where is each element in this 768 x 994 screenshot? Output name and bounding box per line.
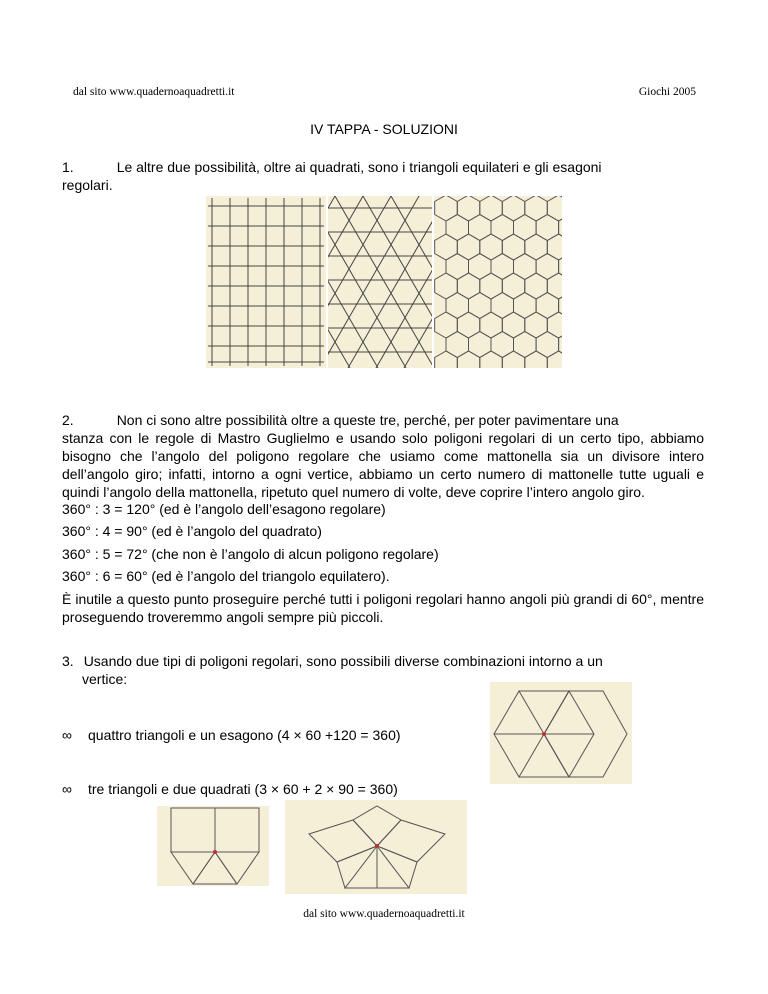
equation-5: 360° : 5 = 72° (che non è l’angolo di alcun poligono regolare) <box>62 546 439 562</box>
hexagon-cell <box>469 254 492 280</box>
hexagon-cell <box>457 351 480 368</box>
hexagon-cell <box>547 312 562 338</box>
square-tiling-figure <box>206 196 326 368</box>
section-3-number: 3. <box>62 653 74 669</box>
hexagon-cell <box>457 273 480 299</box>
hexagon-cell <box>559 215 562 241</box>
hexagon-cell <box>435 234 458 260</box>
section-2 <box>62 411 704 501</box>
triangle-tiling-figure <box>328 196 432 368</box>
hexagon-cell <box>525 196 548 221</box>
hexagon-cell <box>559 293 562 319</box>
hexagon-cell <box>491 215 514 241</box>
hexagon-cell <box>536 254 559 280</box>
hexagon-cell <box>435 196 458 221</box>
equation-6: 360° : 6 = 60° (ed è l’angolo del triangolo equilatero). <box>62 568 390 584</box>
hexagon-cell <box>536 215 559 241</box>
section-2-conclusion: È inutile a questo punto proseguire perché tutti i poligoni regolari hanno angoli più grandi di 60°, mentre proseguendo troveremmo angoli sempre più piccoli. <box>62 591 704 625</box>
vertex-dot-icon <box>542 732 546 736</box>
hexagon-cell <box>435 351 458 368</box>
hexagon-cell <box>525 234 548 260</box>
section-1-number: 1. <box>62 159 74 175</box>
triangles-squares-svg-b <box>285 800 467 894</box>
section-1-line2: regolari. <box>62 177 113 193</box>
hexagon-cell <box>559 332 562 358</box>
vertex-dot-icon <box>213 850 217 854</box>
section-1 <box>62 158 704 194</box>
hexagon-cell <box>491 293 514 319</box>
hexagon-cell <box>547 196 562 221</box>
hexagon-cell <box>446 293 469 319</box>
hexagon-cell <box>525 351 548 368</box>
hexagon-cell <box>514 332 537 358</box>
header-left: dal sito www.quadernoaquadretti.it <box>73 86 235 98</box>
hexagon-cell <box>480 312 503 338</box>
section-3-line2: vertice: <box>82 671 128 687</box>
bullet-1-text: quattro triangoli e un esagono (4 × 60 +120 = 360) <box>88 727 401 743</box>
section-2-line1: Non ci sono altre possibilità oltre a queste tre, perché, per poter pavimentare una <box>116 412 619 428</box>
hexagon-cell <box>435 312 458 338</box>
bullet-2-text: tre triangoli e due quadrati (3 × 60 + 2 × 90 = 360) <box>88 781 398 797</box>
section-3-line1: Usando due tipi di poligoni regolari, sono possibili diverse combinazioni intorno a un <box>83 653 603 669</box>
square-tiling-svg <box>206 196 326 368</box>
hexagon-cell <box>502 196 525 221</box>
vertex-dot-icon <box>375 844 379 848</box>
hexagon-cell <box>514 215 537 241</box>
hexagon-cell <box>502 351 525 368</box>
hexagon-cell <box>525 312 548 338</box>
hexagon-cell <box>536 332 559 358</box>
hexagon-cell <box>525 273 548 299</box>
hexagon-cell <box>514 293 537 319</box>
hexagon-cell <box>469 332 492 358</box>
hexagon-cell <box>469 215 492 241</box>
hexagon-cell <box>547 234 562 260</box>
hexagon-cell <box>502 273 525 299</box>
hexagon-cell <box>480 196 503 221</box>
hexagon-tiling-figure <box>434 196 562 368</box>
hexagon-cell <box>457 312 480 338</box>
hexagon-tiling-svg <box>434 196 562 368</box>
hexagon-cell <box>480 273 503 299</box>
hexagon-cell <box>547 351 562 368</box>
hexagon-cell <box>514 254 537 280</box>
hexagon-cell <box>469 293 492 319</box>
hexagon-cell <box>435 273 458 299</box>
header-right: Giochi 2005 <box>638 86 696 98</box>
infinity-bullet-icon: ∞ <box>62 781 72 797</box>
hexagon-cell <box>491 332 514 358</box>
hexagon-cell <box>446 332 469 358</box>
hexagon-cell <box>446 215 469 241</box>
triangles-squares-figure-a <box>157 806 269 886</box>
triangles-squares-svg-a <box>157 806 269 886</box>
hexagon-cell <box>480 351 503 368</box>
hexagon-cell <box>536 293 559 319</box>
section-2-number: 2. <box>62 412 74 428</box>
hexagon-cell <box>502 234 525 260</box>
hexagon-cell <box>559 254 562 280</box>
section-1-line1: Le altre due possibilità, oltre ai quadrati, sono i triangoli equilateri e gli esagoni <box>116 159 602 175</box>
footer: dal sito www.quadernoaquadretti.it <box>303 908 465 920</box>
hexagon-cell <box>457 196 480 221</box>
bullet-item-2 <box>62 780 398 798</box>
hexagon-cell <box>502 312 525 338</box>
infinity-bullet-icon: ∞ <box>62 727 72 743</box>
triangles-squares-figure-b <box>285 800 467 894</box>
page-title: IV TAPPA - SOLUZIONI <box>310 121 458 137</box>
hexagon-cell <box>457 234 480 260</box>
hexagon-cell <box>547 273 562 299</box>
bullet-item-1 <box>62 726 401 744</box>
triangle-tiling-svg <box>328 196 432 368</box>
section-2-paragraph: stanza con le regole di Mastro Guglielmo e usando solo poligoni regolari di un certo tipo, abbiamo bisogno che l’angolo del poligono regolare che usiamo come mattonella sia un divisore intero dell’angolo giro; infatti, intorno a ogni vertice, abbiamo un certo numero di mattonelle tutte uguali e quindi l’angolo della mattonella, ripetuto quel numero di volte, deve coprire l’intero angolo giro. <box>62 430 704 500</box>
hexagon-cell <box>446 254 469 280</box>
triangles-hexagon-figure <box>490 682 632 784</box>
hexagon-cell <box>491 254 514 280</box>
equation-3: 360° : 3 = 120° (ed è l’angolo dell’esagono regolare) <box>62 501 386 517</box>
equation-4: 360° : 4 = 90° (ed è l’angolo del quadrato) <box>62 523 322 539</box>
hexagon-cell <box>480 234 503 260</box>
triangles-hexagon-svg <box>490 682 632 784</box>
